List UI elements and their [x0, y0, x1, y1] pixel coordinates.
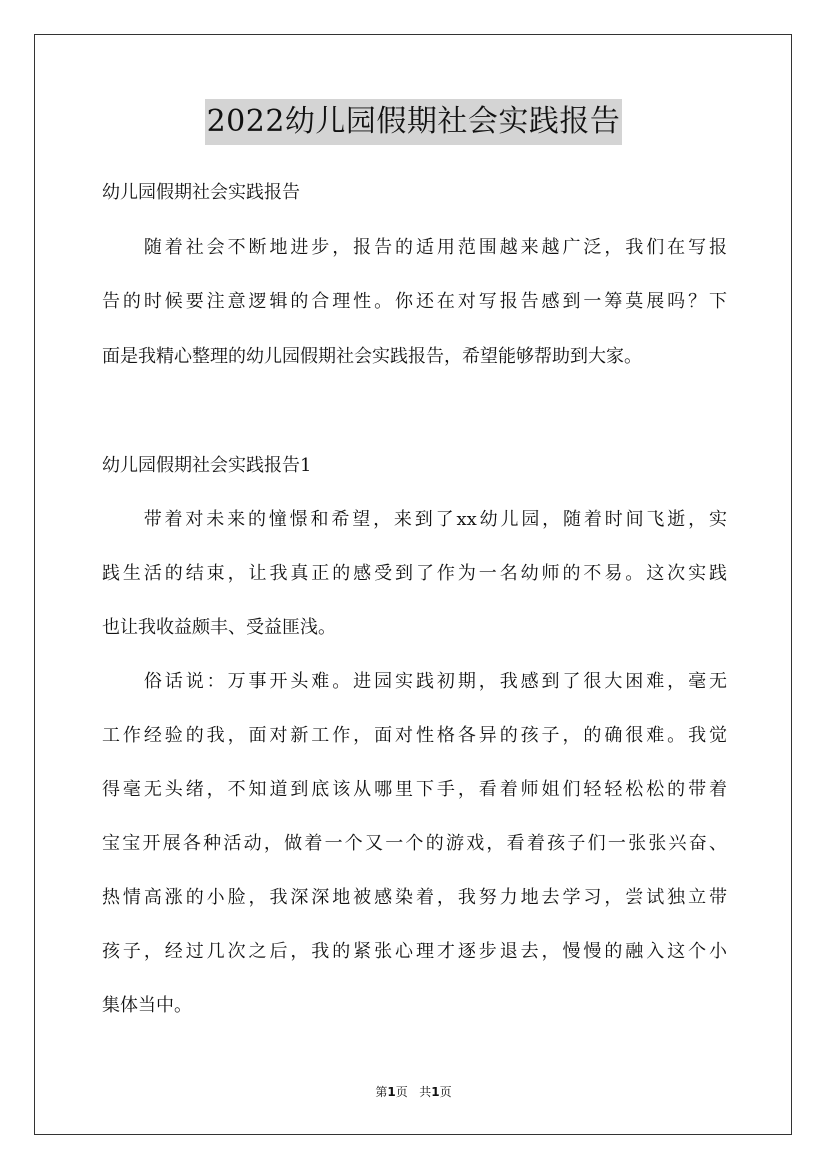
- para2-line-1: 俗话说：万事开头难。进园实践初期，我感到了很大困难，毫无: [102, 671, 727, 692]
- para2-line-5: 热情高涨的小脸，我深深地被感染着，我努力地去学习，尝试独立带: [102, 887, 727, 908]
- para1-line-2: 践生活的结束，让我真正的感受到了作为一名幼师的不易。这次实践: [102, 563, 727, 584]
- para2-line-2: 工作经验的我，面对新工作，面对性格各异的孩子，的确很难。我觉: [102, 725, 727, 746]
- para2-line-4: 宝宝开展各种活动，做着一个又一个的游戏，看着孩子们一张张兴奋、: [102, 833, 727, 854]
- intro-line-1: 随着社会不断地进步，报告的适用范围越来越广泛，我们在写报: [102, 237, 727, 258]
- intro-line-2: 告的时候要注意逻辑的合理性。你还在对写报告感到一筹莫展吗？下: [102, 291, 727, 312]
- page-suffix: 页: [395, 1085, 408, 1099]
- para1-line-1: 带着对未来的憧憬和希望，来到了xx幼儿园，随着时间飞逝，实: [102, 509, 727, 530]
- document-title: 2022幼儿园假期社会实践报告: [205, 99, 623, 145]
- para2-line-3: 得毫无头绪，不知道到底该从哪里下手，看着师姐们轻轻松松的带着: [102, 779, 727, 800]
- page-footer: [0, 1084, 827, 1100]
- para2-line-6: 孩子，经过几次之后，我的紧张心理才逐步退去，慢慢的融入这个小: [102, 941, 727, 962]
- page-number: 1: [387, 1085, 396, 1099]
- page-prefix: 第: [375, 1085, 388, 1099]
- total-number: 1: [431, 1085, 440, 1099]
- para2-line-7: 集体当中。: [102, 995, 192, 1016]
- para1-line-3: 也让我收益颇丰、受益匪浅。: [102, 617, 336, 638]
- intro-line-3: 面是我精心整理的幼儿园假期社会实践报告，希望能够帮助到大家。: [102, 346, 642, 367]
- section-1-heading: 幼儿园假期社会实践报告1: [102, 455, 312, 476]
- intro-heading: 幼儿园假期社会实践报告: [102, 182, 300, 203]
- total-suffix: 页: [439, 1085, 452, 1099]
- title-container: [0, 99, 827, 145]
- total-prefix: 共: [419, 1085, 432, 1099]
